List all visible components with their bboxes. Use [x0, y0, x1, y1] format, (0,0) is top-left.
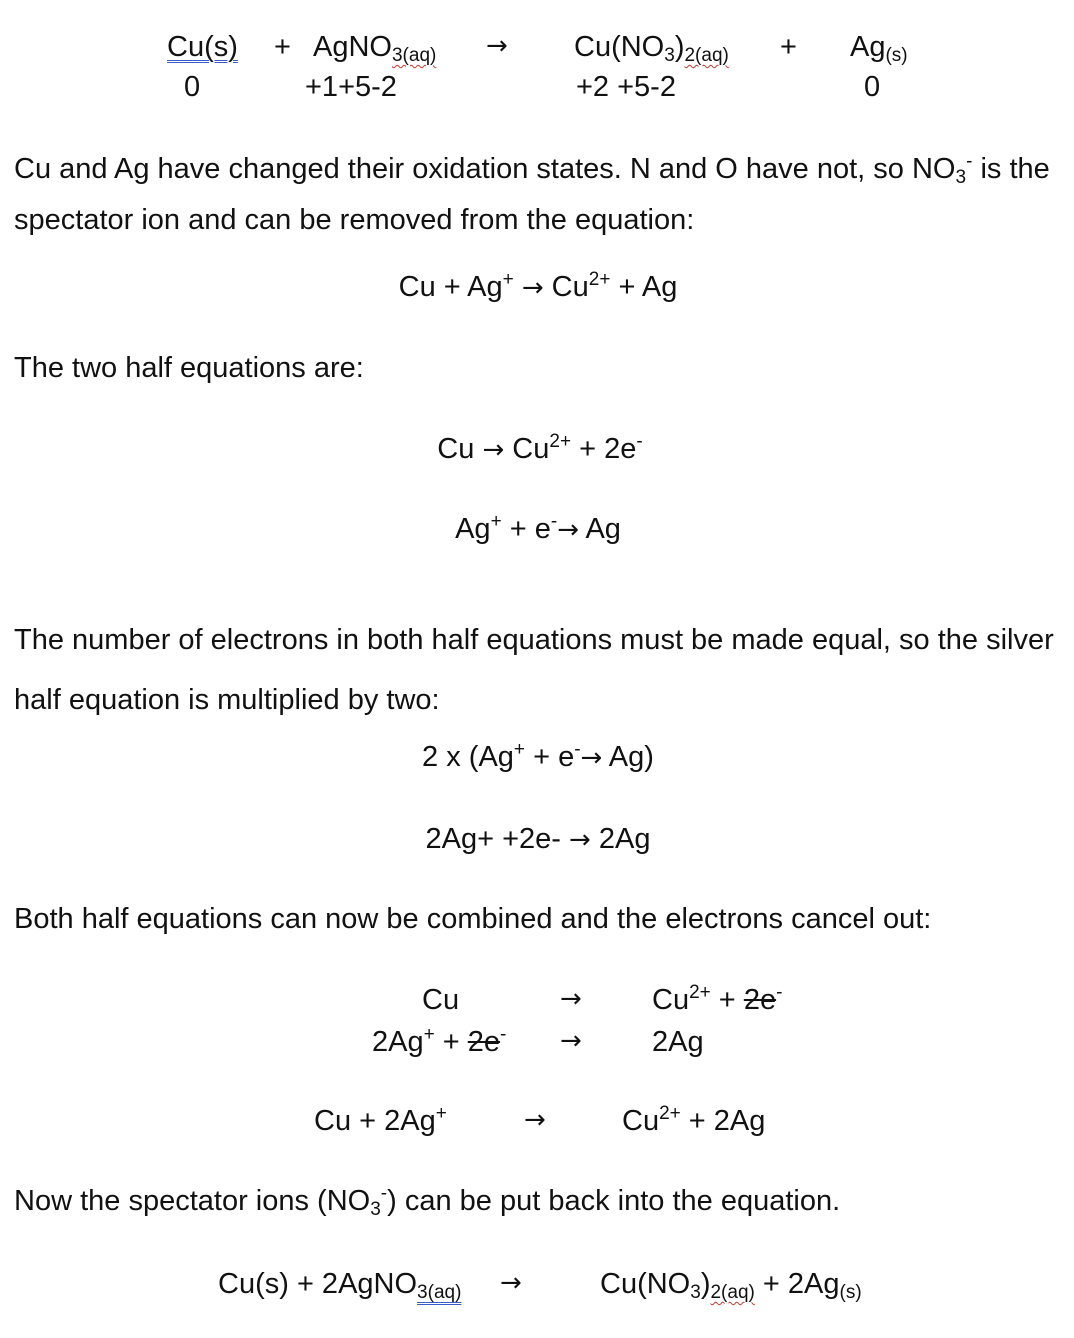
eq1-agno3: AgNO$_{3(aq)}$: [313, 31, 437, 66]
combine-row2-arrow: →: [560, 1026, 582, 1056]
eq1-plus-1: +: [274, 31, 291, 63]
half-equation-silver: Ag+ + e-→ Ag: [455, 511, 621, 545]
half-equations-label: The two half equations are:: [14, 352, 364, 384]
ionic-equation: $Cu + Ag^+ \to Cu^{2+} + Ag$: [398, 269, 678, 303]
final-arrow: →: [500, 1268, 522, 1298]
paragraph-spectator-ion: Cu and Ag have changed their oxidation states. N and O have not, so $NO_3^-$ is the spectator ion and can be removed from the equation:: [14, 151, 1050, 236]
doubled-silver-equation: 2Ag+ +2e- → 2Ag: [425, 823, 651, 855]
eq1-ag: $Ag_{(s)}$: [850, 31, 908, 66]
net-left: Cu + 2Ag+: [314, 1103, 447, 1137]
final-left: Cu(s) + 2AgNO$_{3(aq)}$: [218, 1268, 462, 1303]
multiplied-equation: 2 x (Ag+ + e-→ Ag): [422, 739, 654, 773]
half-equation-copper: $Cu \to Cu^{2+} + 2e^-$: [437, 431, 643, 465]
paragraph-balance-electrons: The number of electrons in both half equations must be made equal, so the silver half equation is multiplied by two:: [14, 624, 1054, 716]
combine-row2-left: 2Ag+ + 2e-: [372, 1024, 507, 1058]
eq1-cu: Cu(s): [167, 31, 238, 63]
combine-row2-right: 2Ag: [652, 1026, 704, 1058]
net-right: $Cu^{2+} + 2Ag$: [622, 1103, 766, 1137]
final-right: $Cu(NO_3)_{2(aq)} + 2Ag_{(s)}$: [600, 1268, 862, 1303]
eq1-cuno3: $Cu(NO_3)_{2(aq)}$: [574, 31, 729, 66]
ox-ag: 0: [864, 71, 881, 103]
eq1-arrow: →: [486, 31, 508, 61]
net-arrow: →: [524, 1105, 546, 1135]
paragraph-combine: Both half equations can now be combined and the electrons cancel out:: [14, 903, 932, 935]
ox-cuno3: +2 +5-2: [576, 71, 676, 103]
combine-row1-left: Cu: [422, 984, 460, 1016]
combine-row1-arrow: →: [560, 984, 582, 1014]
eq1-plus-2: +: [780, 31, 797, 63]
combine-row1-right: $Cu^{2+} + 2e^-$: [652, 982, 783, 1016]
ox-agno3: +1+5-2: [305, 71, 397, 103]
ox-cu: 0: [184, 71, 201, 103]
paragraph-put-back: Now the spectator ions $(NO_3^-)$ can be put back into the equation.: [14, 1183, 841, 1220]
